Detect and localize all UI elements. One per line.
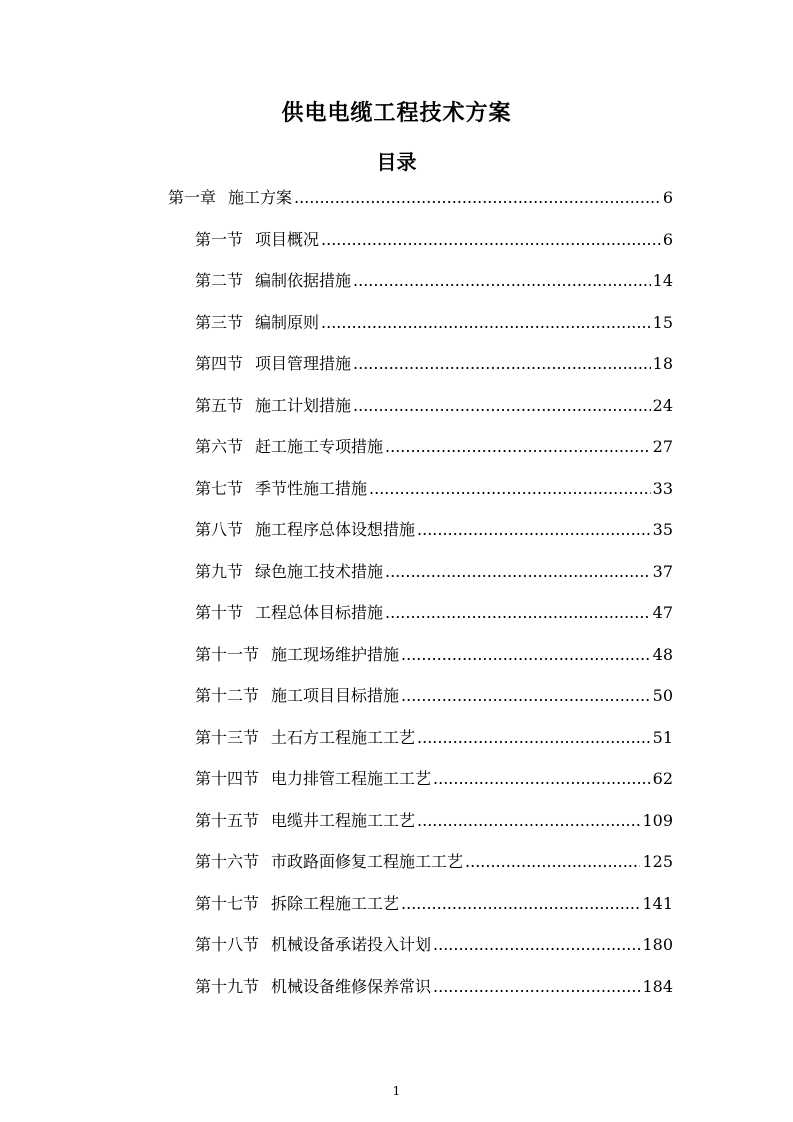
toc-entry-page: 27 [652, 437, 673, 456]
toc-entry-title: 绿色施工技术措施 [255, 562, 384, 581]
toc-leader-dots [385, 560, 651, 584]
toc-entry-number: 第一章 [168, 188, 217, 207]
toc-entry[interactable] [195, 933, 673, 957]
toc-entry-page: 33 [652, 479, 673, 498]
toc-entry-number: 第十一节 [195, 645, 260, 664]
toc-entry[interactable] [195, 269, 673, 293]
toc-entry[interactable] [195, 892, 673, 916]
toc-entry-title: 施工计划措施 [255, 396, 352, 415]
toc-entry-page: 180 [642, 935, 673, 954]
toc-leader-dots [294, 186, 661, 210]
toc-entry-page: 15 [652, 313, 673, 332]
toc-entry-title: 项目概况 [255, 230, 320, 249]
toc-entry-title: 电力排管工程施工工艺 [271, 769, 432, 788]
toc-entry-title: 市政路面修复工程施工工艺 [271, 852, 464, 871]
toc-entry-page: 184 [642, 977, 673, 996]
toc-entry-number: 第十五节 [195, 811, 260, 830]
toc-leader-dots [465, 850, 640, 874]
toc-entry-number: 第三节 [195, 313, 244, 332]
toc-entry-number: 第十七节 [195, 894, 260, 913]
toc-entry[interactable] [195, 477, 673, 501]
toc-entry[interactable] [195, 643, 673, 667]
toc-entry[interactable] [195, 601, 673, 625]
toc-entry-number: 第一节 [195, 230, 244, 249]
toc-leader-dots [321, 228, 661, 252]
toc-leader-dots [385, 435, 651, 459]
toc-entry-number: 第十八节 [195, 935, 260, 954]
toc-entry-page: 51 [652, 728, 673, 747]
toc-entry-number: 第十六节 [195, 852, 260, 871]
toc-leader-dots [369, 477, 651, 501]
toc-entry[interactable] [195, 726, 673, 750]
toc-entry-page: 24 [652, 396, 673, 415]
toc-entry-page: 47 [652, 603, 673, 622]
toc-entry[interactable] [195, 518, 673, 542]
toc-entry-title: 施工项目目标措施 [271, 686, 400, 705]
toc-entry-title: 工程总体目标措施 [255, 603, 384, 622]
toc-entry[interactable] [168, 186, 673, 210]
toc-leader-dots [401, 684, 651, 708]
toc-leader-dots [433, 975, 640, 999]
toc-leader-dots [417, 809, 640, 833]
toc-entry-page: 125 [642, 852, 673, 871]
toc-entry-number: 第四节 [195, 354, 244, 373]
toc-leader-dots [433, 933, 640, 957]
toc-leader-dots [401, 892, 640, 916]
toc-entry-number: 第十九节 [195, 977, 260, 996]
toc-entry-page: 141 [642, 894, 673, 913]
toc-entry-title: 施工现场维护措施 [271, 645, 400, 664]
toc-entry-title: 编制依据措施 [255, 271, 352, 290]
toc-entry-page: 6 [662, 188, 673, 207]
toc-entry-page: 35 [652, 520, 673, 539]
toc-entry[interactable] [195, 684, 673, 708]
document-title: 供电电缆工程技术方案 [281, 101, 512, 126]
toc-leader-dots [353, 394, 651, 418]
toc-leader-dots [353, 269, 651, 293]
toc-leader-dots [401, 643, 651, 667]
toc-entry-title: 编制原则 [255, 313, 320, 332]
toc-entry[interactable] [195, 975, 673, 999]
toc-entry-title: 机械设备承诺投入计划 [271, 935, 432, 954]
toc-entry-page: 37 [652, 562, 673, 581]
toc-entry-page: 50 [652, 686, 673, 705]
toc-entry[interactable] [195, 311, 673, 335]
toc-entry-number: 第十三节 [195, 728, 260, 747]
toc-entry-number: 第九节 [195, 562, 244, 581]
toc-leader-dots [321, 311, 651, 335]
toc-entry-page: 109 [642, 811, 673, 830]
toc-entry-title: 施工程序总体设想措施 [255, 520, 416, 539]
toc-entry[interactable] [195, 435, 673, 459]
toc-entry-number: 第七节 [195, 479, 244, 498]
toc-entry-number: 第十四节 [195, 769, 260, 788]
toc-entry-number: 第五节 [195, 396, 244, 415]
toc-entry-number: 第十二节 [195, 686, 260, 705]
toc-entry[interactable] [195, 850, 673, 874]
toc-entry[interactable] [195, 809, 673, 833]
toc-entry-number: 第十节 [195, 603, 244, 622]
toc-leader-dots [433, 767, 651, 791]
toc-entry[interactable] [195, 228, 673, 252]
toc-entry[interactable] [195, 767, 673, 791]
toc-entry-title: 土石方工程施工工艺 [271, 728, 416, 747]
toc-entry-title: 赶工施工专项措施 [255, 437, 384, 456]
toc-entry-page: 48 [652, 645, 673, 664]
toc-entry-title: 拆除工程施工工艺 [271, 894, 400, 913]
toc-entry-number: 第八节 [195, 520, 244, 539]
toc-entry[interactable] [195, 560, 673, 584]
toc-entry-page: 62 [652, 769, 673, 788]
toc-heading: 目录 [376, 150, 417, 174]
toc-entry-title: 施工方案 [228, 188, 293, 207]
toc-leader-dots [417, 518, 651, 542]
page-number: 1 [392, 1084, 401, 1098]
toc-entry-title: 电缆井工程施工工艺 [271, 811, 416, 830]
toc-entry-title: 机械设备维修保养常识 [271, 977, 432, 996]
toc-entry-title: 项目管理措施 [255, 354, 352, 373]
toc-leader-dots [353, 352, 651, 376]
toc-entry-page: 6 [662, 230, 673, 249]
toc-entry[interactable] [195, 352, 673, 376]
toc-entry-page: 14 [652, 271, 673, 290]
toc-entry-number: 第二节 [195, 271, 244, 290]
toc-leader-dots [385, 601, 651, 625]
toc-entry-number: 第六节 [195, 437, 244, 456]
toc-entry-title: 季节性施工措施 [255, 479, 368, 498]
toc-entry[interactable] [195, 394, 673, 418]
toc-entry-page: 18 [652, 354, 673, 373]
toc-leader-dots [417, 726, 651, 750]
